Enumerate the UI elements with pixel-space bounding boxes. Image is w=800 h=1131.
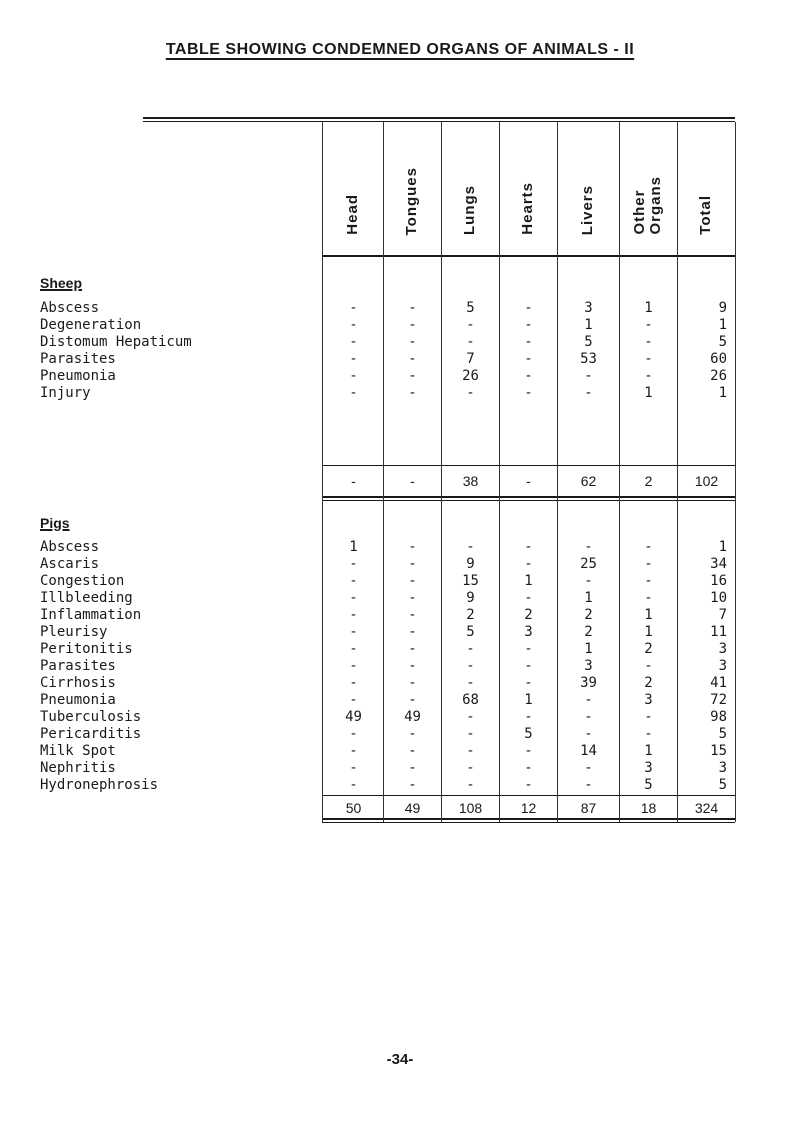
cell-hearts: -	[524, 709, 533, 725]
cell-hearts: -	[524, 556, 533, 572]
cell-total: 3	[718, 658, 727, 674]
total-livers: 62	[580, 473, 597, 489]
cell-tongues: -	[408, 777, 417, 793]
cell-lungs: 7	[466, 351, 475, 367]
cell-total: 1	[718, 539, 727, 555]
cell-livers: 3	[584, 300, 593, 316]
table-row	[0, 743, 800, 760]
cell-tongues: -	[408, 743, 417, 759]
row-label: Abscess	[40, 300, 100, 316]
cell-total: 7	[718, 607, 727, 623]
cell-hearts: -	[524, 590, 533, 606]
cell-head: -	[349, 641, 358, 657]
cell-other-organs: 2	[644, 641, 653, 657]
cell-head: -	[349, 607, 358, 623]
row-label: Tuberculosis	[40, 709, 142, 725]
column-header-tongues: Tongues	[403, 166, 421, 235]
row-label: Peritonitis	[40, 641, 133, 657]
cell-total: 3	[718, 641, 727, 657]
cell-lungs: -	[466, 539, 475, 555]
cell-livers: 53	[580, 351, 597, 367]
cell-total: 41	[710, 675, 727, 691]
page-number: -34-	[386, 1051, 414, 1068]
table-row	[0, 590, 800, 607]
cell-hearts: -	[524, 760, 533, 776]
table-row	[0, 777, 800, 794]
total-head: -	[351, 473, 356, 489]
cell-other-organs: -	[644, 351, 653, 367]
cell-hearts: -	[524, 777, 533, 793]
cell-hearts: -	[524, 385, 533, 401]
row-label: Pneumonia	[40, 692, 116, 708]
cell-head: -	[349, 743, 358, 759]
cell-livers: 1	[584, 641, 593, 657]
cell-livers: -	[584, 539, 593, 555]
cell-total: 3	[718, 760, 727, 776]
cell-other-organs: 5	[644, 777, 653, 793]
cell-total: 1	[718, 385, 727, 401]
cell-livers: -	[584, 385, 593, 401]
cell-tongues: -	[408, 573, 417, 589]
cell-hearts: -	[524, 743, 533, 759]
table-row	[0, 641, 800, 658]
table-row	[0, 334, 800, 351]
cell-tongues: -	[408, 539, 417, 555]
cell-tongues: -	[408, 334, 417, 350]
cell-total: 10	[710, 590, 727, 606]
table-row	[0, 573, 800, 590]
cell-other-organs: -	[644, 317, 653, 333]
table-row	[0, 556, 800, 573]
cell-head: -	[349, 692, 358, 708]
row-label: Nephritis	[40, 760, 116, 776]
section-heading-sheep: Sheep	[40, 275, 83, 291]
column-header-lungs: Lungs	[461, 185, 479, 235]
cell-other-organs: -	[644, 334, 653, 350]
total-lungs: 38	[462, 473, 479, 489]
cell-head: -	[349, 368, 358, 384]
cell-other-organs: 1	[644, 385, 653, 401]
cell-head: -	[349, 334, 358, 350]
row-label: Hydronephrosis	[40, 777, 159, 793]
cell-other-organs: 1	[644, 743, 653, 759]
cell-head: -	[349, 556, 358, 572]
table-row	[0, 658, 800, 675]
cell-tongues: -	[408, 317, 417, 333]
page-title: TABLE SHOWING CONDEMNED ORGANS OF ANIMALS - II	[165, 41, 635, 58]
table-row	[0, 624, 800, 641]
cell-head: -	[349, 300, 358, 316]
cell-livers: 14	[580, 743, 597, 759]
cell-head: -	[349, 658, 358, 674]
cell-total: 5	[718, 777, 727, 793]
table-row	[0, 539, 800, 556]
cell-lungs: -	[466, 658, 475, 674]
cell-lungs: -	[466, 777, 475, 793]
cell-livers: 5	[584, 334, 593, 350]
cell-head: -	[349, 385, 358, 401]
cell-hearts: 2	[524, 607, 533, 623]
cell-hearts: -	[524, 641, 533, 657]
cell-total: 34	[710, 556, 727, 572]
cell-head: 1	[349, 539, 358, 555]
table-row	[0, 709, 800, 726]
cell-head: -	[349, 675, 358, 691]
cell-hearts: -	[524, 658, 533, 674]
cell-livers: -	[584, 368, 593, 384]
cell-lungs: -	[466, 726, 475, 742]
cell-tongues: -	[408, 641, 417, 657]
cell-head: 49	[345, 709, 362, 725]
table-row	[0, 300, 800, 317]
cell-lungs: 9	[466, 556, 475, 572]
total-other-organs: 18	[640, 800, 657, 816]
table-top-rule-2	[143, 121, 735, 122]
cell-other-organs: 3	[644, 692, 653, 708]
cell-tongues: -	[408, 726, 417, 742]
table-top-rule	[143, 117, 735, 119]
cell-tongues: 49	[404, 709, 421, 725]
cell-total: 11	[710, 624, 727, 640]
row-label: Abscess	[40, 539, 100, 555]
cell-total: 16	[710, 573, 727, 589]
cell-other-organs: -	[644, 658, 653, 674]
total-other-organs: 2	[644, 473, 653, 489]
table-row	[0, 385, 800, 402]
cell-lungs: -	[466, 317, 475, 333]
row-label: Injury	[40, 385, 91, 401]
table-row	[0, 351, 800, 368]
cell-total: 98	[710, 709, 727, 725]
cell-livers: -	[584, 760, 593, 776]
cell-livers: 1	[584, 317, 593, 333]
cell-livers: -	[584, 692, 593, 708]
cell-livers: -	[584, 726, 593, 742]
cell-head: -	[349, 590, 358, 606]
cell-lungs: -	[466, 709, 475, 725]
column-header-livers: Livers	[579, 184, 597, 235]
cell-hearts: 3	[524, 624, 533, 640]
cell-lungs: 15	[462, 573, 479, 589]
table-row	[0, 317, 800, 334]
cell-livers: 2	[584, 607, 593, 623]
cell-lungs: -	[466, 760, 475, 776]
row-label: Inflammation	[40, 607, 142, 623]
cell-hearts: -	[524, 675, 533, 691]
column-header-head: Head	[343, 194, 361, 235]
column-header-hearts: Hearts	[519, 182, 537, 235]
cell-other-organs: -	[644, 709, 653, 725]
cell-hearts: -	[524, 539, 533, 555]
cell-livers: -	[584, 709, 593, 725]
row-label: Pleurisy	[40, 624, 108, 640]
cell-lungs: 5	[466, 624, 475, 640]
cell-other-organs: 2	[644, 675, 653, 691]
cell-livers: 3	[584, 658, 593, 674]
cell-lungs: 26	[462, 368, 479, 384]
cell-head: -	[349, 760, 358, 776]
cell-tongues: -	[408, 368, 417, 384]
cell-tongues: -	[408, 675, 417, 691]
cell-livers: 39	[580, 675, 597, 691]
cell-lungs: 9	[466, 590, 475, 606]
cell-lungs: 5	[466, 300, 475, 316]
row-label: Parasites	[40, 351, 116, 367]
row-label: Milk Spot	[40, 743, 116, 759]
row-label: Pericarditis	[40, 726, 142, 742]
row-label: Degeneration	[40, 317, 142, 333]
row-label: Cirrhosis	[40, 675, 116, 691]
cell-total: 1	[718, 317, 727, 333]
cell-tongues: -	[408, 590, 417, 606]
cell-lungs: -	[466, 641, 475, 657]
cell-other-organs: -	[644, 539, 653, 555]
cell-livers: -	[584, 573, 593, 589]
table-row	[0, 760, 800, 777]
row-label: Pneumonia	[40, 368, 116, 384]
cell-head: -	[349, 573, 358, 589]
cell-tongues: -	[408, 300, 417, 316]
cell-lungs: -	[466, 675, 475, 691]
row-label: Illbleeding	[40, 590, 133, 606]
total-total: 102	[694, 473, 719, 489]
cell-other-organs: 1	[644, 300, 653, 316]
cell-other-organs: -	[644, 556, 653, 572]
row-label: Parasites	[40, 658, 116, 674]
cell-total: 15	[710, 743, 727, 759]
cell-livers: 2	[584, 624, 593, 640]
cell-lungs: -	[466, 743, 475, 759]
total-lungs: 108	[458, 800, 483, 816]
cell-head: -	[349, 624, 358, 640]
table-row	[0, 726, 800, 743]
cell-hearts: 1	[524, 692, 533, 708]
cell-other-organs: -	[644, 726, 653, 742]
row-label: Congestion	[40, 573, 125, 589]
total-head: 50	[345, 800, 362, 816]
pigs-totals-row	[0, 800, 800, 818]
row-label: Ascaris	[40, 556, 100, 572]
table-row	[0, 607, 800, 624]
cell-hearts: -	[524, 368, 533, 384]
cell-tongues: -	[408, 760, 417, 776]
cell-livers: 25	[580, 556, 597, 572]
cell-head: -	[349, 317, 358, 333]
total-hearts: -	[526, 473, 531, 489]
cell-livers: -	[584, 777, 593, 793]
total-livers: 87	[580, 800, 597, 816]
cell-head: -	[349, 726, 358, 742]
total-tongues: -	[410, 473, 415, 489]
cell-lungs: 68	[462, 692, 479, 708]
cell-other-organs: -	[644, 368, 653, 384]
cell-tongues: -	[408, 607, 417, 623]
cell-total: 72	[710, 692, 727, 708]
cell-tongues: -	[408, 658, 417, 674]
pigs-total-bottom-rule-2	[322, 822, 735, 823]
cell-head: -	[349, 777, 358, 793]
table-row	[0, 675, 800, 692]
cell-hearts: 5	[524, 726, 533, 742]
cell-tongues: -	[408, 692, 417, 708]
cell-other-organs: 1	[644, 624, 653, 640]
cell-other-organs: 1	[644, 607, 653, 623]
cell-lungs: -	[466, 385, 475, 401]
cell-total: 60	[710, 351, 727, 367]
total-tongues: 49	[404, 800, 421, 816]
cell-other-organs: -	[644, 573, 653, 589]
cell-tongues: -	[408, 624, 417, 640]
table-row	[0, 692, 800, 709]
section-heading-pigs: Pigs	[40, 515, 70, 531]
cell-lungs: 2	[466, 607, 475, 623]
row-label: Distomum Hepaticum	[40, 334, 192, 350]
cell-hearts: -	[524, 317, 533, 333]
sheep-totals-row	[0, 473, 800, 491]
cell-hearts: -	[524, 300, 533, 316]
cell-hearts: -	[524, 351, 533, 367]
cell-other-organs: -	[644, 590, 653, 606]
total-total: 324	[694, 800, 719, 816]
cell-hearts: -	[524, 334, 533, 350]
cell-head: -	[349, 351, 358, 367]
cell-hearts: 1	[524, 573, 533, 589]
column-header-total: Total	[697, 195, 715, 235]
cell-tongues: -	[408, 556, 417, 572]
cell-tongues: -	[408, 385, 417, 401]
cell-total: 5	[718, 334, 727, 350]
total-hearts: 12	[520, 800, 537, 816]
cell-total: 5	[718, 726, 727, 742]
cell-total: 26	[710, 368, 727, 384]
table-row	[0, 368, 800, 385]
cell-total: 9	[718, 300, 727, 316]
cell-livers: 1	[584, 590, 593, 606]
cell-lungs: -	[466, 334, 475, 350]
cell-other-organs: 3	[644, 760, 653, 776]
cell-tongues: -	[408, 351, 417, 367]
column-header-other-organs: Other Organs	[631, 176, 664, 235]
